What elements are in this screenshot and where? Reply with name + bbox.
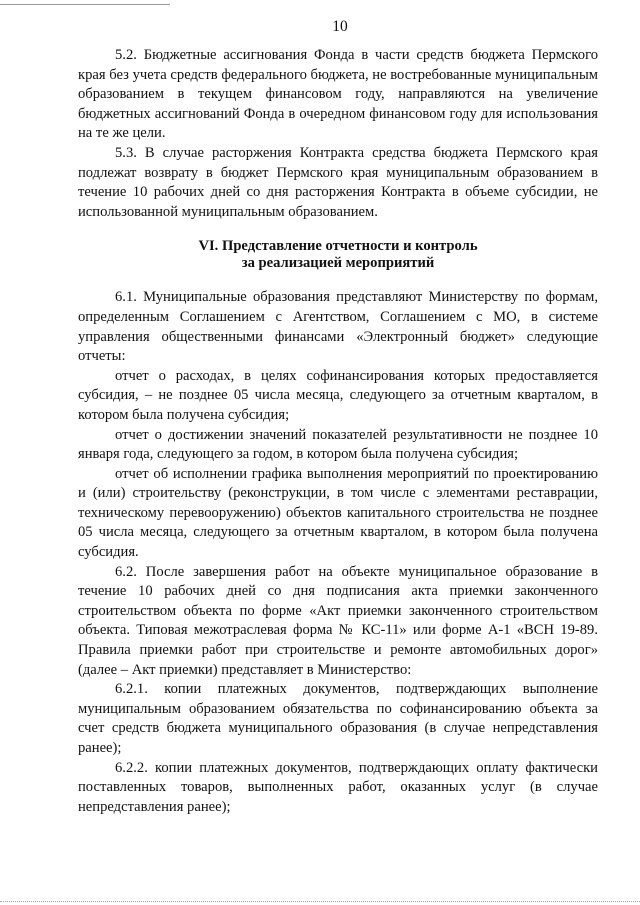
paragraph-report-schedule: отчет об исполнении графика выполнения мероприятий по проектированию и (или) строительству (реконструкции, в том числе с элементами реставрации, техническому перевооружению) объектов капитального строительства не позднее 05 числа месяца, следующего за отчетным кварталом, в котором была получена субсидия.	[78, 465, 598, 561]
paragraph-5-3: 5.3. В случае расторжения Контракта средства бюджета Пермского края подлежат возврату в бюджет Пермского края муниципальным образованием в течение 10 рабочих дней со дня расторжения Контракта в объеме субсидии, не использованной муниципальным образованием.	[78, 144, 598, 220]
page-number: 10	[332, 18, 348, 35]
section-heading-line2: за реализацией мероприятий	[241, 255, 435, 272]
top-scan-line	[0, 4, 170, 5]
paragraph-6-2: 6.2. После завершения работ на объекте муниципальное образование в течение 10 рабочих дней со дня подписания акта приемки законченного строительством объекта по форме «Акт приемки законченного строительством объекта. Типовая межотраслевая форма № КС-11» или форме А-1 «ВСН 19-89. Правила приемки работ при строительстве и ремонте автомобильных дорог» (далее – Акт приемки) представляет в Министерство:	[78, 563, 598, 678]
paragraph-6-1: 6.1. Муниципальные образования представляют Министерству по формам, определенным Соглашением с Агентством, Соглашением с МО, в системе управления общественными финансами «Электронный бюджет» следующие отчеты:	[78, 289, 598, 365]
paragraph-6-2-2: 6.2.2. копии платежных документов, подтверждающих оплату фактически поставленных товаров, выполненных работ, оказанных услуг (в случае непредставления ранее);	[78, 759, 598, 815]
paragraph-report-indicators: отчет о достижении значений показателей результативности не позднее 10 января года, следующего за годом, в котором была получена субсидия;	[78, 426, 598, 463]
section-heading-line1: VI. Представление отчетности и контроль	[198, 238, 478, 255]
paragraph-report-expenses: отчет о расходах, в целях софинансирования которых предоставляется субсидия, – не позднее 05 числа месяца, следующего за отчетным кварталом, в котором была получена субсидия;	[78, 367, 598, 423]
section-heading	[78, 238, 598, 272]
paragraph-5-2: 5.2. Бюджетные ассигнования Фонда в части средств бюджета Пермского края без учета средств федерального бюджета, не востребованные муниципальным образованием в текущем финансовом году, направляются на увеличение бюджетных ассигнований Фонда в очередном финансовом году для использования на те же цели.	[78, 47, 598, 142]
paragraph-6-2-1: 6.2.1. копии платежных документов, подтверждающих выполнение муниципальным образованием обязательства по софинансированию объекта за счет средств бюджета муниципального образования (в случае непредставления ранее);	[78, 681, 598, 756]
document-body	[78, 46, 598, 817]
bottom-scan-line	[0, 901, 640, 902]
